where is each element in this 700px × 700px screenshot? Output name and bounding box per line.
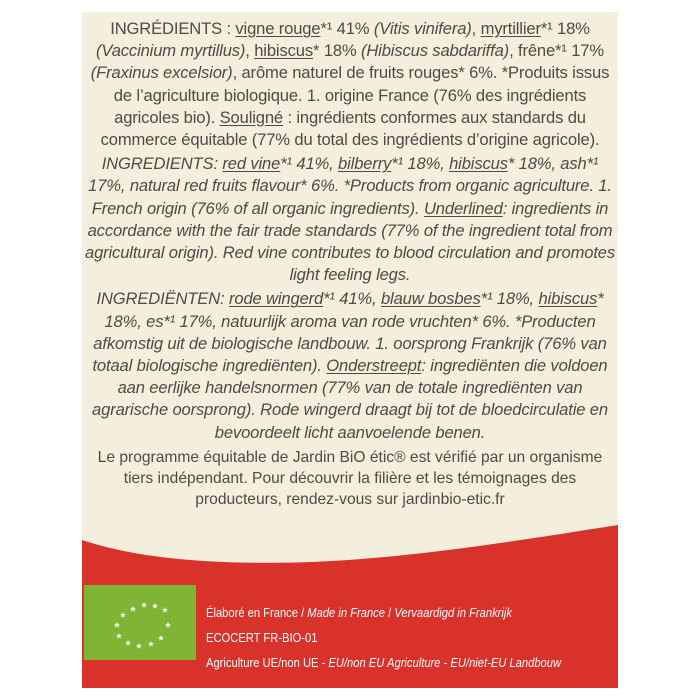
french-text: , arôme naturel de fruits rouges* 6%. *Produits issus de l’agriculture biologique. 1. origine France (76% des ingrédients agricoles bio). xyxy=(113,63,610,127)
french-text: *¹ 41% xyxy=(320,19,374,38)
ingredients-text-block xyxy=(82,12,618,510)
ingredient-rode-wingerd: rode wingerd xyxy=(228,289,324,309)
made-in-nl: Vervaardigd in Frankrijk xyxy=(394,605,512,620)
product-label xyxy=(82,12,618,688)
ingredient-bilberry: bilberry xyxy=(338,154,392,174)
french-text: , xyxy=(245,41,255,61)
ingredients-dutch xyxy=(82,288,618,443)
french-text: * 18% xyxy=(312,41,361,61)
eu-organic-leaf-icon xyxy=(84,585,196,660)
origin-footer xyxy=(206,600,618,675)
dutch-text: *¹ 18%, xyxy=(480,289,539,309)
separator: - xyxy=(318,655,329,670)
ingredient-hibiscus-en: hibiscus xyxy=(449,154,508,174)
latin-name: (Vitis vinifera) xyxy=(373,19,472,38)
underlined-label: Underlined xyxy=(423,198,503,218)
dutch-text: * 18%, es*¹ 17%, natuurlijk aroma van rode vruchten* 6%. *Producten afkomstig uit de biologische landbouw. 1. oorsprong Frankrijk (76% van totaal biologische ingrediënten). xyxy=(92,289,607,376)
agriculture-en: EU/non EU Agriculture xyxy=(328,655,441,670)
ingredients-french xyxy=(82,18,618,151)
made-in-fr: Élaboré en France xyxy=(206,605,298,620)
ingredient-vigne-rouge: vigne rouge xyxy=(235,19,321,38)
dutch-ingredients-label: INGREDIËNTEN: xyxy=(96,289,229,309)
french-text: , frêne*¹ 17% xyxy=(509,41,604,61)
agriculture-nl: EU/niet-EU Landbouw xyxy=(450,655,562,670)
made-in-line xyxy=(206,600,561,625)
latin-name: (Fraxinus excelsior) xyxy=(90,63,233,83)
certification-line: ECOCERT FR-BIO-01 xyxy=(206,630,318,645)
french-text: , xyxy=(471,19,481,38)
french-ingredients-label: INGRÉDIENTS : xyxy=(110,19,236,38)
agriculture-line xyxy=(206,650,561,675)
separator: - xyxy=(440,655,451,670)
latin-name: (Vaccinium myrtillus) xyxy=(96,41,246,61)
english-ingredients-label: INGREDIENTS: xyxy=(101,154,223,174)
onderstreept-label: Onderstreept xyxy=(326,356,422,376)
ingredient-myrtillier: myrtillier xyxy=(480,19,541,38)
souligne-label: Souligné xyxy=(219,107,284,127)
latin-name: (Hibiscus sabdariffa) xyxy=(360,41,510,61)
english-text: *¹ 41%, xyxy=(280,154,339,174)
made-in-en: Made in France xyxy=(307,605,385,620)
french-text: : ingrédients conformes aux standards du commerce équitable (77% du total des ingrédients d’origine agricole). xyxy=(100,107,600,150)
separator: / xyxy=(384,605,395,620)
agriculture-fr: Agriculture UE/non UE xyxy=(206,655,319,670)
ingredient-red-vine: red vine xyxy=(222,154,281,174)
ingredient-blauw-bosbes: blauw bosbes xyxy=(380,289,481,309)
french-text: *¹ 18% xyxy=(540,19,590,38)
ingredients-english xyxy=(82,153,618,286)
separator: / xyxy=(297,605,308,620)
english-text: : ingredients in accordance with the fair trade standards (77% of the ingredient total from agricultural origin). Red vine contributes to blood circulation and promotes light feeling legs. xyxy=(84,198,616,285)
ingredient-hibiscus: hibiscus xyxy=(254,41,313,61)
fair-trade-note: Le programme équitable de Jardin BiO étic® est vérifié par un organisme tiers indépendant. Pour découvrir la filière et les témoignages des producteurs, rendez-vous sur jardinbio-etic.fr xyxy=(97,448,603,508)
dutch-text: : ingrediënten die voldoen aan eerlijke handelsnormen (77% van de totale ingrediënten van agrarische oorsprong). Rode wingerd draagt bij tot de bloedcirculatie en bevoordeelt licht aanvoelende benen. xyxy=(92,356,608,442)
english-text: * 18%, ash*¹ 17%, natural red fruits flavour* 6%. *Products from organic agriculture. 1. French origin (76% of all organic ingredients). xyxy=(88,154,612,218)
ingredient-hibiscus-nl: hibiscus xyxy=(538,289,598,309)
english-text: *¹ 18%, xyxy=(391,154,450,174)
dutch-text: *¹ 41%, xyxy=(323,289,381,309)
